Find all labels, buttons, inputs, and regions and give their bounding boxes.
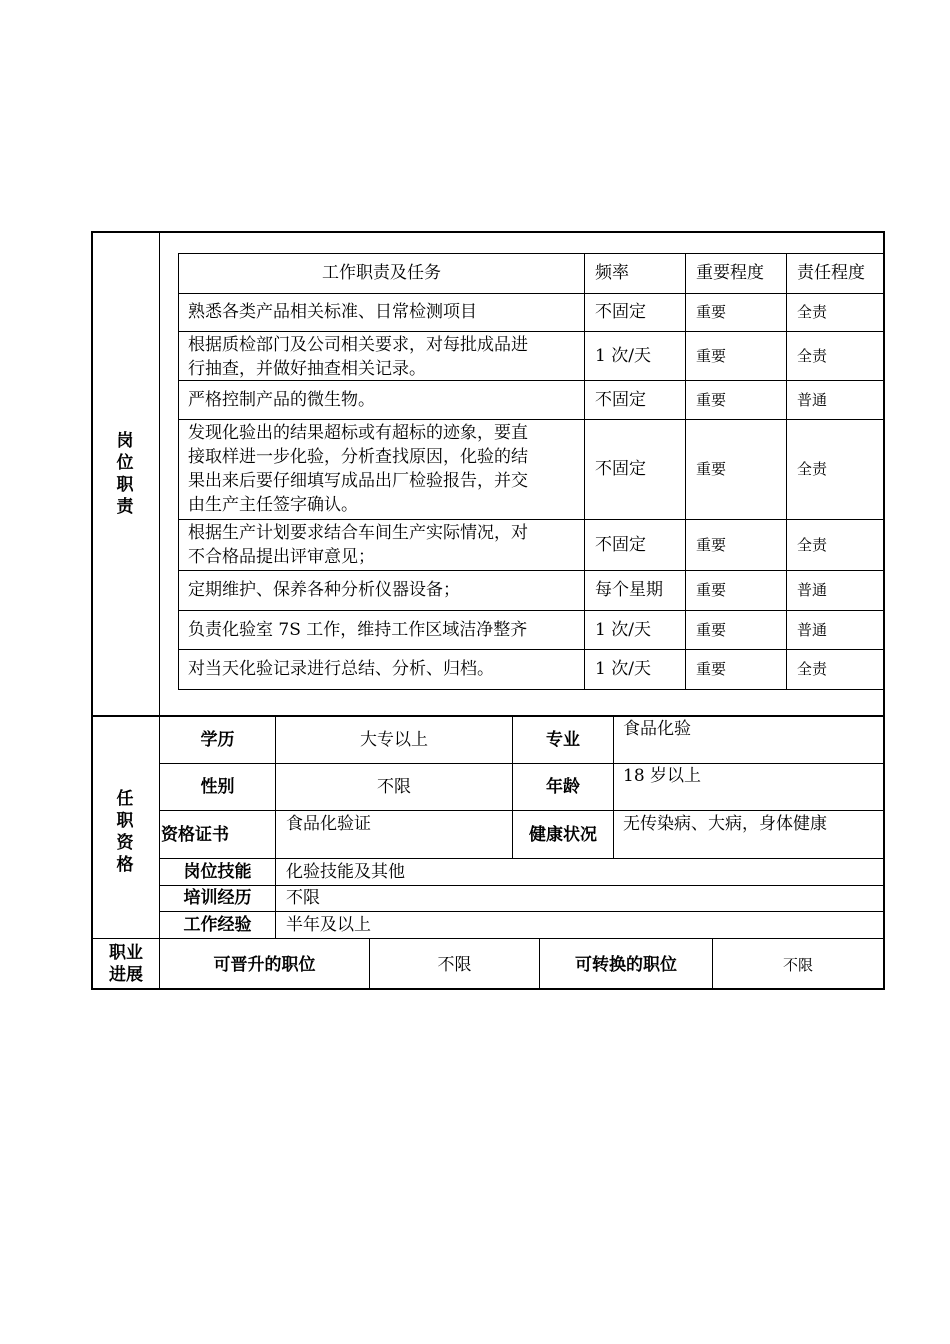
duties-col-line	[685, 253, 686, 690]
promotable-value: 不限	[437, 955, 472, 975]
certificate-label: 资格证书	[161, 825, 229, 845]
qual-row-line	[160, 810, 884, 811]
responsibility-cell: 全责	[797, 660, 828, 678]
transferable-value: 不限	[782, 956, 813, 974]
training-label: 培训经历	[183, 888, 252, 908]
responsibility-cell: 全责	[797, 347, 828, 365]
duties-table-bottom	[178, 689, 884, 690]
task-line: 不合格品提出评审意见；	[188, 547, 375, 567]
task-line: 严格控制产品的微生物。	[188, 390, 375, 410]
age-label: 年龄	[546, 777, 580, 797]
task-line: 熟悉各类产品相关标准、日常检测项目	[188, 302, 477, 322]
outer-bottom-border	[91, 988, 885, 990]
responsibility-cell: 普通	[797, 621, 828, 639]
responsibility-cell: 全责	[797, 303, 828, 321]
responsibility-cell: 全责	[797, 460, 828, 478]
qual-row-line	[160, 911, 884, 912]
frequency-cell: 不固定	[595, 302, 646, 322]
major-label: 专业	[546, 730, 580, 750]
duties-row-line	[178, 649, 884, 650]
duties-col-line	[584, 253, 585, 690]
task-line: 行抽查，并做好抽查相关记录。	[188, 359, 426, 379]
training-value: 不限	[286, 888, 320, 908]
frequency-cell: 不固定	[595, 459, 646, 479]
duties-row-line	[178, 519, 884, 520]
importance-cell: 重要	[696, 536, 727, 554]
health-value: 无传染病、大病，身体健康	[623, 814, 827, 834]
career-label-line1: 职业	[109, 943, 143, 963]
duties-table-top	[178, 253, 884, 254]
section-divider-qualifications	[91, 938, 885, 939]
importance-cell: 重要	[696, 660, 727, 678]
importance-cell: 重要	[696, 460, 727, 478]
duties-row-line	[178, 293, 884, 294]
gender-label: 性别	[200, 777, 235, 797]
duties-col-line	[786, 253, 787, 690]
health-label: 健康状况	[529, 825, 597, 845]
task-line: 定期维护、保养各种分析仪器设备；	[188, 580, 460, 600]
frequency-cell: 每个星期	[595, 580, 663, 600]
major-value: 食品化验	[623, 719, 691, 739]
skills-label: 岗位技能	[183, 862, 252, 882]
education-value: 大专以上	[360, 730, 428, 750]
section-divider-duties	[91, 715, 885, 717]
outer-top-border	[91, 231, 885, 233]
task-line: 接取样进一步化验，分析查找原因，化验的结	[188, 447, 528, 467]
duties-row-line	[178, 610, 884, 611]
responsibility-cell: 普通	[797, 391, 828, 409]
frequency-cell: 1 次/天	[595, 620, 651, 640]
frequency-cell: 1 次/天	[595, 346, 651, 366]
duties-section-label: 岗位职责	[116, 431, 134, 517]
header-frequency: 频率	[595, 263, 629, 283]
qualifications-section-label: 任职资格	[116, 789, 134, 875]
duties-row-line	[178, 419, 884, 420]
importance-cell: 重要	[696, 581, 727, 599]
career-label-line2: 进展	[109, 965, 143, 985]
task-line: 发现化验出的结果超标或有超标的迹象，要直	[188, 423, 528, 443]
header-responsibility: 责任程度	[797, 263, 865, 283]
header-task: 工作职责及任务	[322, 263, 441, 283]
importance-cell: 重要	[696, 391, 727, 409]
task-line: 对当天化验记录进行总结、分析、归档。	[188, 659, 494, 679]
importance-cell: 重要	[696, 621, 727, 639]
education-label: 学历	[200, 730, 235, 750]
transferable-label: 可转换的职位	[575, 955, 677, 975]
age-value: 18 岁以上	[623, 766, 702, 786]
task-line: 果出来后要仔细填写成品出厂检验报告，并交	[188, 471, 528, 491]
frequency-cell: 不固定	[595, 390, 646, 410]
duties-col-line	[178, 253, 179, 690]
frequency-cell: 1 次/天	[595, 659, 651, 679]
qual-row-line	[160, 763, 884, 764]
qual-row-line	[160, 858, 884, 859]
frequency-cell: 不固定	[595, 535, 646, 555]
experience-value: 半年及以上	[286, 915, 371, 935]
promotable-label: 可晋升的职位	[213, 955, 316, 975]
task-line: 根据质检部门及公司相关要求，对每批成品进	[188, 335, 528, 355]
gender-value: 不限	[377, 777, 411, 797]
duties-row-line	[178, 331, 884, 332]
header-importance: 重要程度	[696, 263, 764, 283]
experience-label: 工作经验	[183, 915, 252, 935]
skills-value: 化验技能及其他	[286, 862, 405, 882]
qual-col-line	[613, 716, 614, 858]
outer-left-border	[91, 231, 93, 990]
importance-cell: 重要	[696, 347, 727, 365]
duties-row-line	[178, 570, 884, 571]
career-section-label	[93, 942, 159, 986]
task-line: 根据生产计划要求结合车间生产实际情况，对	[188, 523, 528, 543]
responsibility-cell: 全责	[797, 536, 828, 554]
certificate-value: 食品化验证	[286, 814, 371, 834]
importance-cell: 重要	[696, 303, 727, 321]
task-line: 由生产主任签字确认。	[188, 495, 358, 515]
responsibility-cell: 普通	[797, 581, 828, 599]
task-line: 负责化验室 7S 工作，维持工作区域洁净整齐	[188, 620, 528, 640]
